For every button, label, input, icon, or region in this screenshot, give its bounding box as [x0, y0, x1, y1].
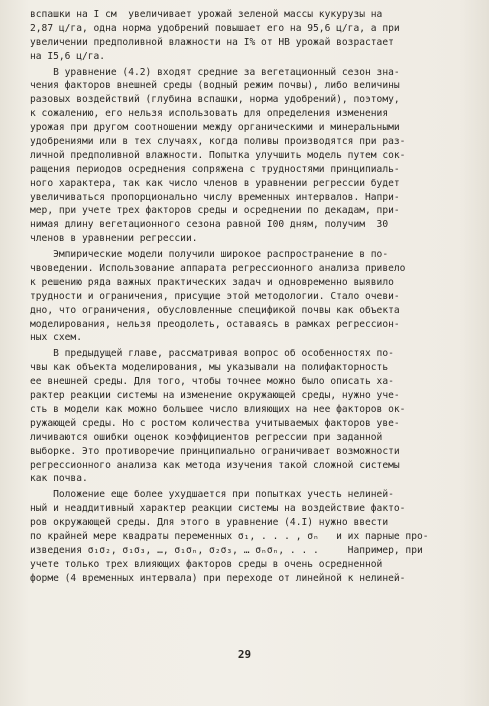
- text-line: удобрениями или в тех случаях, когда поливы производятся при раз-: [30, 136, 406, 148]
- text-line: урожая при другом соотношении между органическими и минеральными: [30, 122, 400, 134]
- text-line: как почва.: [30, 473, 88, 485]
- text-line: чения факторов внешней среды (водный режим почвы), либо величины: [30, 80, 400, 92]
- text-line: вспашки на I см увеличивает урожай зеленой массы кукурузы на: [30, 9, 383, 20]
- text-line: Эмпирические модели получили широкое распространение в по-: [30, 249, 389, 261]
- text-line: учете только трех влияющих факторов среды в очень осредненной: [30, 558, 383, 570]
- paragraph-5: [30, 488, 462, 585]
- text-line: ращения периодов осреднения сопряжена с трудностями принципиаль-: [30, 163, 400, 175]
- text-line: увеличиваться пропорционально числу временных интервалов. Напри-: [30, 191, 400, 203]
- text-line: членов в уравнении регрессии.: [30, 233, 198, 245]
- text-line: ров окружающей среды. Для этого в уравнение (4.I) нужно ввести: [30, 517, 389, 529]
- text-line: увеличении предполивной влажности на I% от НВ урожай возрастает: [30, 36, 394, 48]
- text-line: выборке. Это противоречие принципиально ограничивает возможности: [30, 445, 400, 457]
- text-line: нимая длину вегетационного сезона равной I00 дням, получим 30: [30, 219, 389, 231]
- paragraph-3: [30, 248, 462, 345]
- text-line: регрессионного анализа как метода изучения такой сложной системы: [30, 459, 400, 471]
- text-line: ее внешней среды. Для того, чтобы точнее можно было описать ха-: [30, 376, 394, 388]
- text-line: рактер реакции системы на изменение окружающей среды, нужно уче-: [30, 390, 400, 402]
- text-line: чвы как объекта моделирования, мы указывали на полифакторность: [30, 362, 389, 374]
- paragraph-2: [30, 66, 462, 247]
- paragraph-1: [30, 8, 462, 64]
- page-body: [30, 8, 462, 588]
- text-line: 2,87 ц/га, одна норма удобрений повышает его на 95,6 ц/га, а при: [30, 22, 400, 34]
- text-line: трудности и ограничения, присущие этой методологии. Стало очеви-: [30, 290, 400, 302]
- text-line: разовых воздействий (глубина вспашки, норма удобрений), поэтому,: [30, 94, 400, 106]
- text-line: к решению ряда важных практических задач и одновременно выявило: [30, 276, 394, 288]
- text-line: чвоведении. Использование аппарата регрессионного анализа привело: [30, 263, 406, 275]
- text-line: моделирования, нельзя преодолеть, оставаясь в рамках регрессион-: [30, 318, 400, 330]
- paragraph-4: [30, 347, 462, 486]
- text-line: ружающей среды. Но с ростом количества учитываемых факторов уве-: [30, 417, 400, 429]
- text-line: личной предполивной влажности. Попытка улучшить модель путем сок-: [30, 149, 406, 161]
- text-line: мер, при учете трех факторов среды и осреднении по декадам, при-: [30, 205, 400, 217]
- text-line: ный и неаддитивный характер реакции системы на воздействие факто-: [30, 503, 406, 515]
- text-line: форме (4 временных интервала) при переходе от линейной к нелиней-: [30, 572, 406, 584]
- text-line: Положение еще более ухудшается при попытках учесть нелиней-: [30, 489, 394, 501]
- text-line: по крайней мере квадраты переменных σ₁, . . . , σₙ и их парные про-: [30, 530, 429, 542]
- text-line: ных схем.: [30, 332, 82, 344]
- text-line: сть в модели как можно большее число влияющих на нее факторов ок-: [30, 403, 406, 415]
- page-number: 29: [237, 648, 252, 661]
- text-line: ного характера, так как число членов в уравнении регрессии будет: [30, 177, 400, 189]
- text-line: изведения σ₁σ₂, σ₁σ₃, …, σ₁σₙ, σ₂σ₃, … σₙσₙ, . . . Например, при: [30, 544, 423, 556]
- text-line: В уравнение (4.2) входят средние за вегетационный сезон зна-: [30, 66, 400, 78]
- text-line: В предыдущей главе, рассматривая вопрос об особенностях по-: [30, 348, 394, 360]
- text-line: личиваются ошибки оценок коэффициентов регрессии при заданной: [30, 431, 383, 443]
- text-line: дно, что ограничения, обусловленные спецификой почвы как объекта: [30, 304, 400, 316]
- text-line: к сожалению, его нельзя использовать для определения изменения: [30, 108, 389, 120]
- text-line: на I5,6 ц/га.: [30, 50, 106, 62]
